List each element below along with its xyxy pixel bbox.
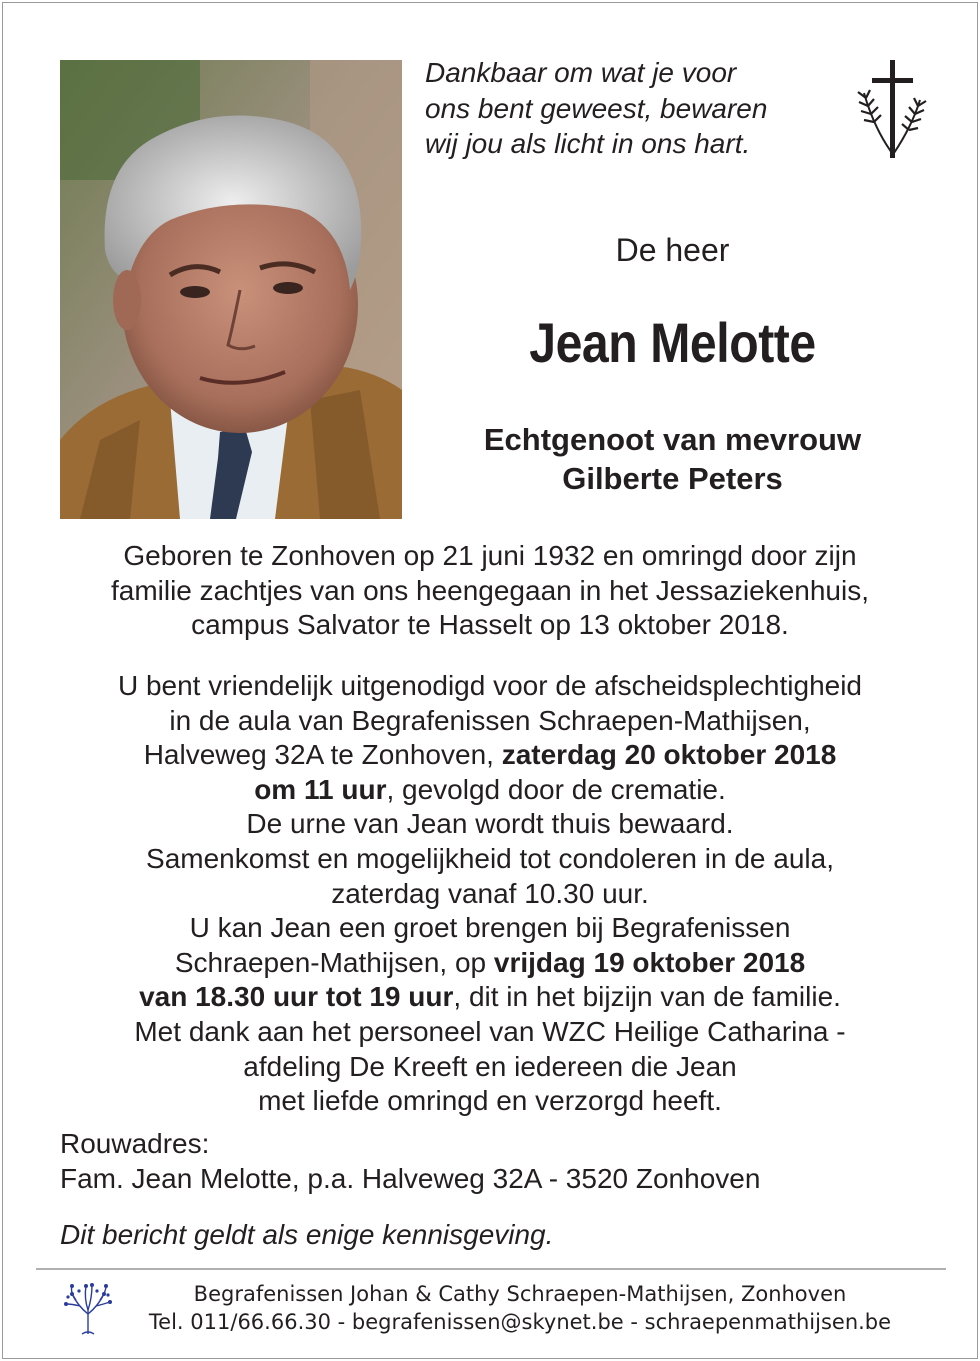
text-line: De urne van Jean wordt thuis bewaard. — [246, 808, 734, 840]
text-line: afdeling De Kreeft en iedereen die Jean — [243, 1050, 737, 1082]
poem-verse — [425, 55, 845, 162]
text-line: U bent vriendelijk uitgenodigd voor de afscheidsplechtigheid — [117, 670, 863, 701]
address-label: Rouwadres: — [60, 1128, 210, 1159]
text-line: Met dank aan het personeel van WZC Heilige Catharina - — [134, 1015, 846, 1047]
address-value: Fam. Jean Melotte, p.a. Halveweg 32A - 3520 Zonhoven — [60, 1162, 761, 1194]
text-span: , dit in het bijzijn van de familie. — [453, 981, 841, 1013]
visitation-time: van 18.30 uur tot 19 uur — [139, 981, 454, 1013]
birth-death-paragraph — [40, 539, 940, 643]
divider — [36, 1268, 946, 1270]
tree-logo-icon — [62, 1280, 114, 1336]
ceremony-paragraph — [40, 669, 940, 1119]
ceremony-date: zaterdag 20 oktober 2018 — [501, 739, 837, 771]
poem-line: Dankbaar om wat je voor — [425, 57, 737, 88]
funeral-home-name: Begrafenissen Johan & Cathy Schraepen-Mathijsen, Zonhoven — [193, 1282, 847, 1306]
mourning-address — [60, 1127, 760, 1196]
text-line: Geboren te Zonhoven op 21 juni 1932 en omringd door zijn — [123, 540, 857, 571]
text-line: met liefde omringd en verzorgd heeft. — [258, 1085, 722, 1117]
text-span: Halveweg 32A te Zonhoven, — [143, 739, 502, 771]
text-span: , gevolgd door de crematie. — [386, 773, 726, 805]
funeral-home-contact: Tel. 011/66.66.30 - begrafenissen@skynet.be - schraepenmathijsen.be — [148, 1310, 892, 1334]
funeral-home-footer — [125, 1280, 915, 1336]
spouse-info — [420, 420, 925, 498]
salutation: De heer — [615, 232, 730, 268]
poem-line: ons bent geweest, bewaren — [425, 92, 768, 124]
deceased-name: Jean Melotte — [529, 311, 816, 374]
text-line: U kan Jean een groet brengen bij Begrafenissen — [189, 912, 791, 944]
text-line: zaterdag vanaf 10.30 uur. — [331, 877, 649, 909]
closing-note: Dit bericht geldt als enige kennisgeving. — [60, 1219, 554, 1250]
text-line — [40, 738, 940, 773]
text-line — [40, 946, 940, 981]
visitation-date: vrijdag 19 oktober 2018 — [493, 946, 806, 978]
poem-line: wij jou als licht in ons hart. — [425, 128, 751, 159]
spouse-line: Echtgenoot van mevrouw — [483, 422, 862, 457]
text-line: campus Salvator te Hasselt op 13 oktober 2018. — [191, 609, 789, 641]
text-line — [40, 980, 940, 1015]
text-span: Schraepen-Mathijsen, op — [174, 946, 494, 978]
spouse-line: Gilberte Peters — [562, 461, 783, 496]
text-line: Samenkomst en mogelijkheid tot condoleren in de aula, — [146, 842, 834, 874]
text-line: in de aula van Begrafenissen Schraepen-Mathijsen, — [169, 704, 811, 736]
cross-with-wheat-icon — [852, 58, 932, 162]
text-line — [40, 773, 940, 808]
text-line: familie zachtjes van ons heengegaan in het Jessaziekenhuis, — [110, 574, 870, 606]
portrait-photo — [60, 60, 402, 519]
ceremony-time: om 11 uur — [254, 773, 387, 805]
